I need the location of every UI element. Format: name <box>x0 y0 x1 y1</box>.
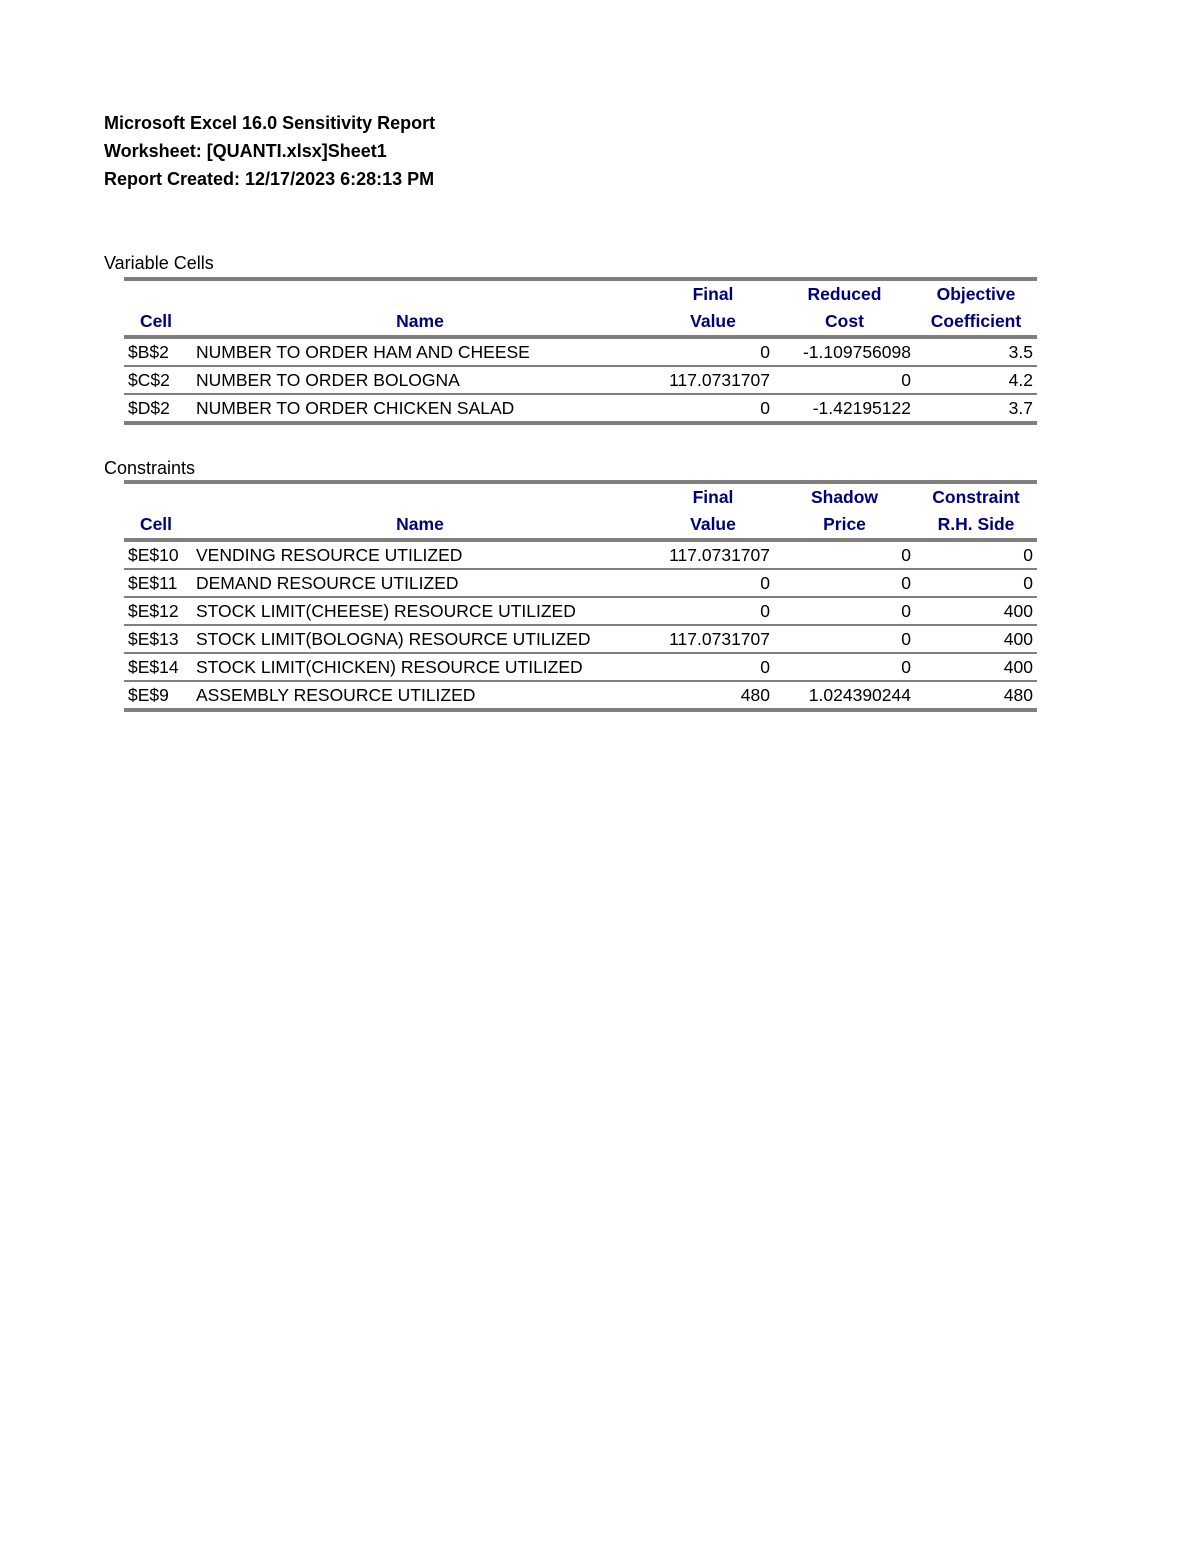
table-row <box>124 337 1037 366</box>
reduced-cost: -1.109756098 <box>774 337 915 366</box>
table-row <box>124 540 1037 569</box>
report-created-line: Report Created: 12/17/2023 6:28:13 PM <box>104 169 435 189</box>
header-name: Name <box>188 510 652 540</box>
constraint-name: VENDING RESOURCE UTILIZED <box>188 540 652 569</box>
table-row <box>124 569 1037 597</box>
variable-name: NUMBER TO ORDER HAM AND CHEESE <box>188 337 652 366</box>
cell-reference: $C$2 <box>124 366 188 394</box>
header-name: Name <box>188 307 652 337</box>
shadow-price: 1.024390244 <box>774 681 915 710</box>
objective-coefficient: 3.7 <box>915 394 1037 423</box>
shadow-price: 0 <box>774 653 915 681</box>
cell-reference: $E$12 <box>124 597 188 625</box>
cell-reference: $E$10 <box>124 540 188 569</box>
constraint-rh-side: 400 <box>915 625 1037 653</box>
table-row <box>124 681 1037 710</box>
header-final-value-bottom: Value <box>652 510 774 540</box>
final-value: 0 <box>652 394 774 423</box>
constraint-name: ASSEMBLY RESOURCE UTILIZED <box>188 681 652 710</box>
reduced-cost: 0 <box>774 366 915 394</box>
variable-name: NUMBER TO ORDER CHICKEN SALAD <box>188 394 652 423</box>
report-title: Microsoft Excel 16.0 Sensitivity Report <box>104 113 436 133</box>
table-row <box>124 625 1037 653</box>
final-value: 0 <box>652 337 774 366</box>
header-constraint-rh-side-bottom: R.H. Side <box>915 510 1037 540</box>
cell-reference: $B$2 <box>124 337 188 366</box>
final-value: 117.0731707 <box>652 625 774 653</box>
header-reduced-cost-bottom: Cost <box>774 307 915 337</box>
final-value: 117.0731707 <box>652 540 774 569</box>
objective-coefficient: 3.5 <box>915 337 1037 366</box>
cell-reference: $E$14 <box>124 653 188 681</box>
constraint-rh-side: 400 <box>915 597 1037 625</box>
variable-cells-title: Variable Cells <box>104 253 214 273</box>
header-shadow-price-top: Shadow <box>774 482 915 510</box>
table-row <box>124 394 1037 423</box>
final-value: 0 <box>652 653 774 681</box>
constraint-name: STOCK LIMIT(CHICKEN) RESOURCE UTILIZED <box>188 653 652 681</box>
objective-coefficient: 4.2 <box>915 366 1037 394</box>
header-final-value-top: Final <box>652 482 774 510</box>
constraint-rh-side: 480 <box>915 681 1037 710</box>
constraint-name: DEMAND RESOURCE UTILIZED <box>188 569 652 597</box>
table-row <box>124 597 1037 625</box>
constraints-title: Constraints <box>104 458 196 478</box>
variable-cells-table <box>124 277 1037 425</box>
cell-reference: $E$11 <box>124 569 188 597</box>
table-row <box>124 653 1037 681</box>
shadow-price: 0 <box>774 597 915 625</box>
header-shadow-price-bottom: Price <box>774 510 915 540</box>
header-reduced-cost-top: Reduced <box>774 279 915 307</box>
final-value: 480 <box>652 681 774 710</box>
final-value: 0 <box>652 597 774 625</box>
header-final-value-bottom: Value <box>652 307 774 337</box>
shadow-price: 0 <box>774 625 915 653</box>
shadow-price: 0 <box>774 569 915 597</box>
constraint-rh-side: 0 <box>915 540 1037 569</box>
header-cell: Cell <box>124 307 188 337</box>
constraint-name: STOCK LIMIT(CHEESE) RESOURCE UTILIZED <box>188 597 652 625</box>
final-value: 117.0731707 <box>652 366 774 394</box>
cell-reference: $E$13 <box>124 625 188 653</box>
header-cell: Cell <box>124 510 188 540</box>
final-value: 0 <box>652 569 774 597</box>
header-objective-coefficient-top: Objective <box>915 279 1037 307</box>
shadow-price: 0 <box>774 540 915 569</box>
header-final-value-top: Final <box>652 279 774 307</box>
cell-reference: $D$2 <box>124 394 188 423</box>
cell-reference: $E$9 <box>124 681 188 710</box>
constraints-table <box>124 480 1037 712</box>
worksheet-line: Worksheet: [QUANTI.xlsx]Sheet1 <box>104 141 387 161</box>
constraint-rh-side: 400 <box>915 653 1037 681</box>
variable-name: NUMBER TO ORDER BOLOGNA <box>188 366 652 394</box>
header-objective-coefficient-bottom: Coefficient <box>915 307 1037 337</box>
table-row <box>124 366 1037 394</box>
report-header <box>104 109 435 193</box>
reduced-cost: -1.42195122 <box>774 394 915 423</box>
constraint-name: STOCK LIMIT(BOLOGNA) RESOURCE UTILIZED <box>188 625 652 653</box>
constraint-rh-side: 0 <box>915 569 1037 597</box>
header-constraint-rh-side-top: Constraint <box>915 482 1037 510</box>
